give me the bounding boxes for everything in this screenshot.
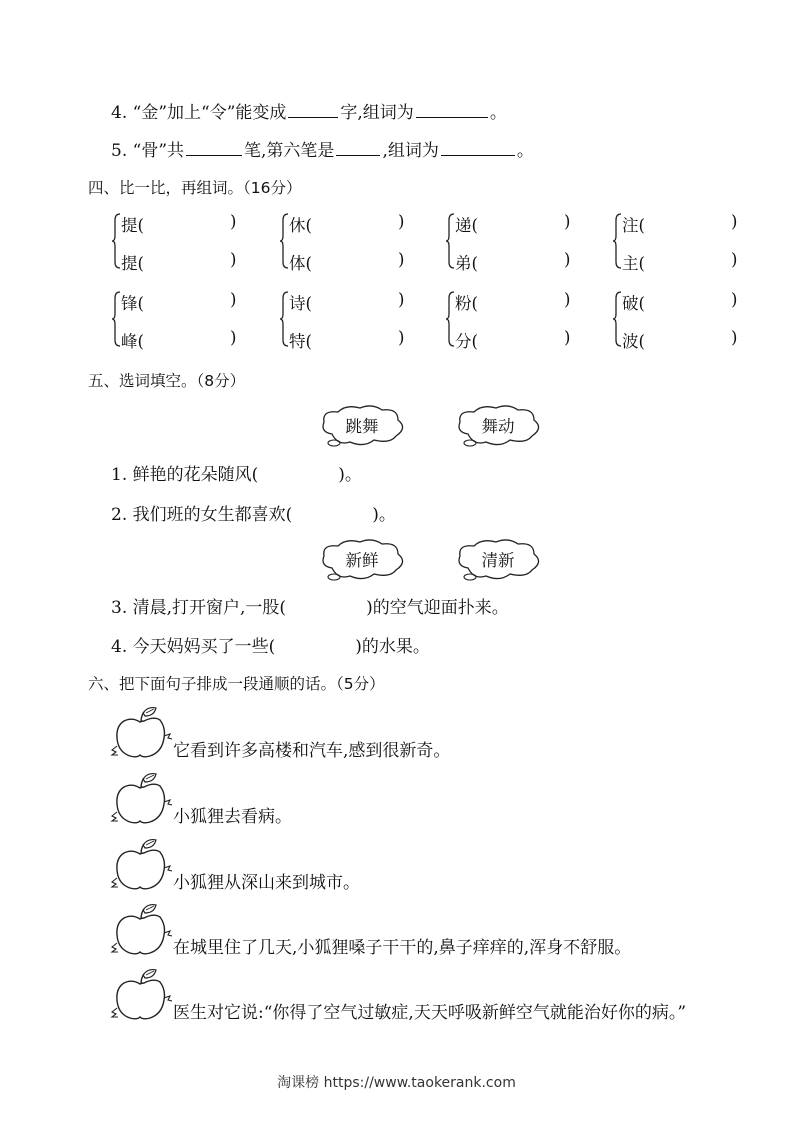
pair-top-char: 递( [455,216,478,235]
apple-icon [110,838,172,894]
pair-top-char: 破( [622,294,645,313]
pair-bottom-char: 主( [622,254,645,273]
fill-question-1: 1. 鲜艳的花朵随风( )。 [111,465,362,485]
word-pair [112,290,262,351]
pair-bottom-char: 峰( [121,332,144,351]
brace-icon [112,212,121,270]
question-5: 5. “骨”共 笔,第六笔是 ,组词为 。 [111,141,534,161]
order-apple[interactable] [110,903,172,959]
brace-icon [446,212,455,270]
pair-bottom-char: 特( [289,332,312,351]
close-paren[interactable]: ) [564,290,571,309]
question-4: 4. “金”加上“令”能变成 字,组词为 。 [111,103,507,123]
brace-icon [280,212,289,270]
answer-blank[interactable] [441,154,515,156]
pair-bottom-char: 弟( [455,254,478,273]
apple-icon [110,706,172,762]
fill-question-3: 3. 清晨,打开窗户,一股( )的空气迎面扑来。 [111,598,509,618]
order-apple[interactable] [110,706,172,762]
close-paren[interactable]: ) [731,290,738,309]
close-paren[interactable]: ) [731,250,738,269]
word-pair [613,290,763,351]
order-apple[interactable] [110,772,172,828]
cloud-word: 舞动 [481,417,515,436]
section-6-heading: 六、把下面句子排成一段通顺的话。（5分） [88,675,385,693]
answer-blank[interactable] [288,116,338,118]
close-paren[interactable]: ) [731,328,738,347]
word-pair [112,212,262,273]
pair-bottom-char: 分( [455,332,478,351]
close-paren[interactable]: ) [564,250,571,269]
cloud-word: 清新 [481,551,515,570]
pair-top-char: 提( [121,216,144,235]
pair-top-char: 休( [289,216,312,235]
close-paren[interactable]: ) [398,250,405,269]
answer-blank[interactable] [336,154,380,156]
section-5-heading: 五、选词填空。（8分） [88,372,246,390]
pair-bottom-char: 体( [289,254,312,273]
pair-top-char: 诗( [289,294,312,313]
word-pair [446,212,596,273]
word-cloud [454,404,542,448]
brace-icon [112,290,121,348]
close-paren[interactable]: ) [564,212,571,231]
pair-top-char: 注( [622,216,645,235]
cloud-word: 跳舞 [345,417,379,436]
fill-question-2: 2. 我们班的女生都喜欢( )。 [111,505,396,525]
word-pair [613,212,763,273]
order-apple[interactable] [110,968,172,1024]
sentence-text: 小狐狸去看病。 [173,807,292,827]
answer-blank[interactable] [416,116,488,118]
close-paren[interactable]: ) [230,250,237,269]
word-cloud [318,404,406,448]
close-paren[interactable]: ) [398,290,405,309]
order-apple[interactable] [110,838,172,894]
sentence-text: 在城里住了几天,小狐狸嗓子干干的,鼻子痒痒的,浑身不舒服。 [173,938,632,958]
footer-watermark: 淘课榜 https://www.taokerank.com [277,1075,516,1091]
pair-bottom-char: 提( [121,254,144,273]
cloud-word: 新鲜 [345,551,379,570]
close-paren[interactable]: ) [398,212,405,231]
word-cloud [454,538,542,582]
answer-blank[interactable] [186,154,242,156]
close-paren[interactable]: ) [230,290,237,309]
section-4-heading: 四、比一比，再组词。（16分） [88,179,302,197]
brace-icon [613,212,622,270]
pair-top-char: 锋( [121,294,144,313]
sentence-text: 它看到许多高楼和汽车,感到很新奇。 [173,741,451,761]
close-paren[interactable]: ) [230,212,237,231]
close-paren[interactable]: ) [398,328,405,347]
word-pair [280,212,430,273]
pair-bottom-char: 波( [622,332,645,351]
close-paren[interactable]: ) [230,328,237,347]
brace-icon [446,290,455,348]
word-pair [446,290,596,351]
fill-question-4: 4. 今天妈妈买了一些( )的水果。 [111,637,430,657]
apple-icon [110,968,172,1024]
brace-icon [613,290,622,348]
word-pair [280,290,430,351]
pair-top-char: 粉( [455,294,478,313]
close-paren[interactable]: ) [731,212,738,231]
sentence-text: 小狐狸从深山来到城市。 [173,873,360,893]
brace-icon [280,290,289,348]
close-paren[interactable]: ) [564,328,571,347]
word-cloud [318,538,406,582]
apple-icon [110,772,172,828]
sentence-text: 医生对它说:“你得了空气过敏症,天天呼吸新鲜空气就能治好你的病。” [173,1003,687,1023]
apple-icon [110,903,172,959]
